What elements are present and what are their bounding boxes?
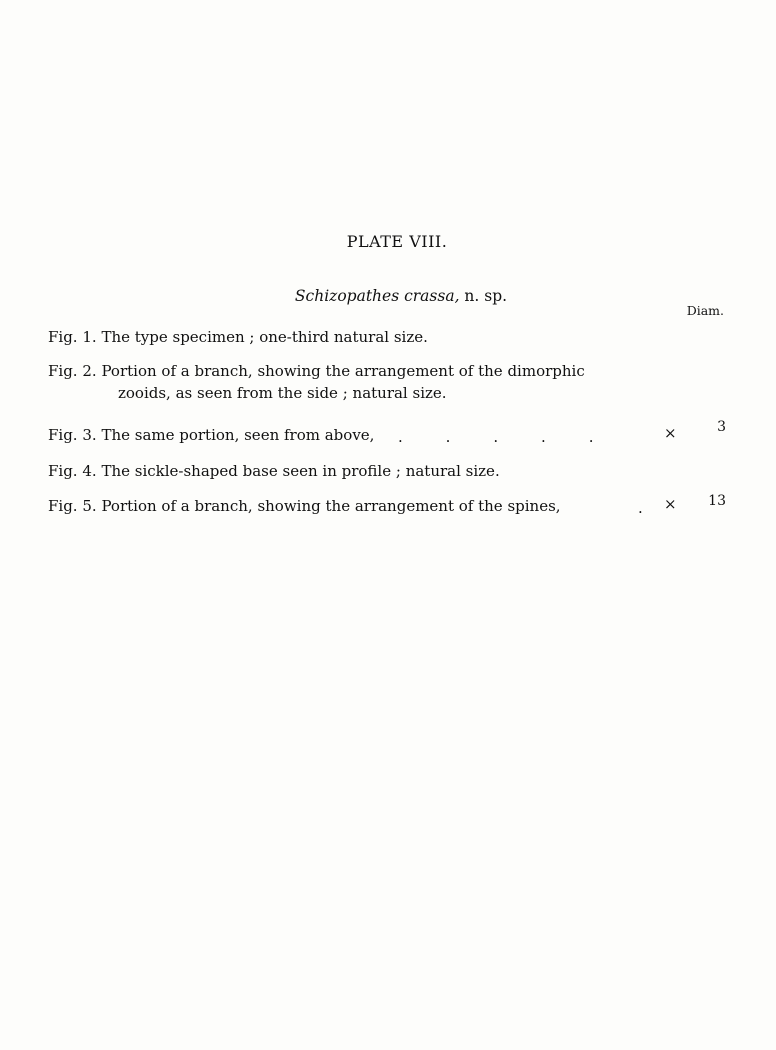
figure-caption-5 bbox=[48, 497, 561, 515]
figure-caption-2 bbox=[48, 362, 585, 402]
figure-text: Portion of a branch, showing the arrangement of the dimorphic bbox=[101, 362, 585, 380]
multiplication-sign: × bbox=[664, 495, 677, 513]
diameter-column-header: Diam. bbox=[686, 303, 724, 318]
leader-dots: . . . . . bbox=[398, 428, 594, 446]
figure-caption-1 bbox=[48, 328, 428, 346]
figure-label: Fig. 5. bbox=[48, 497, 97, 515]
multiplication-sign: × bbox=[664, 424, 677, 442]
figure-label: Fig. 3. bbox=[48, 426, 97, 444]
figure-label: Fig. 4. bbox=[48, 462, 97, 480]
plate-title: PLATE VIII. bbox=[346, 232, 448, 251]
figure-caption-4 bbox=[48, 462, 500, 480]
figure-text-continuation: zooids, as seen from the side ; natural size. bbox=[118, 384, 447, 402]
figure-text: Portion of a branch, showing the arrangement of the spines, bbox=[101, 497, 561, 515]
species-name: Schizopathes crassa, bbox=[294, 287, 460, 305]
figure-text: The type specimen ; one-third natural size. bbox=[101, 328, 428, 346]
figure-text: The sickle-shaped base seen in profile ; natural size. bbox=[101, 462, 500, 480]
magnification-value: 3 bbox=[717, 419, 726, 435]
figure-label: Fig. 2. bbox=[48, 362, 97, 380]
figure-text: The same portion, seen from above, bbox=[101, 426, 375, 444]
species-suffix: n. sp. bbox=[459, 287, 508, 305]
leader-dots: . bbox=[638, 499, 643, 517]
magnification-value: 13 bbox=[708, 493, 726, 509]
species-heading bbox=[0, 287, 776, 305]
figure-caption-3 bbox=[48, 426, 374, 444]
figure-label: Fig. 1. bbox=[48, 328, 97, 346]
